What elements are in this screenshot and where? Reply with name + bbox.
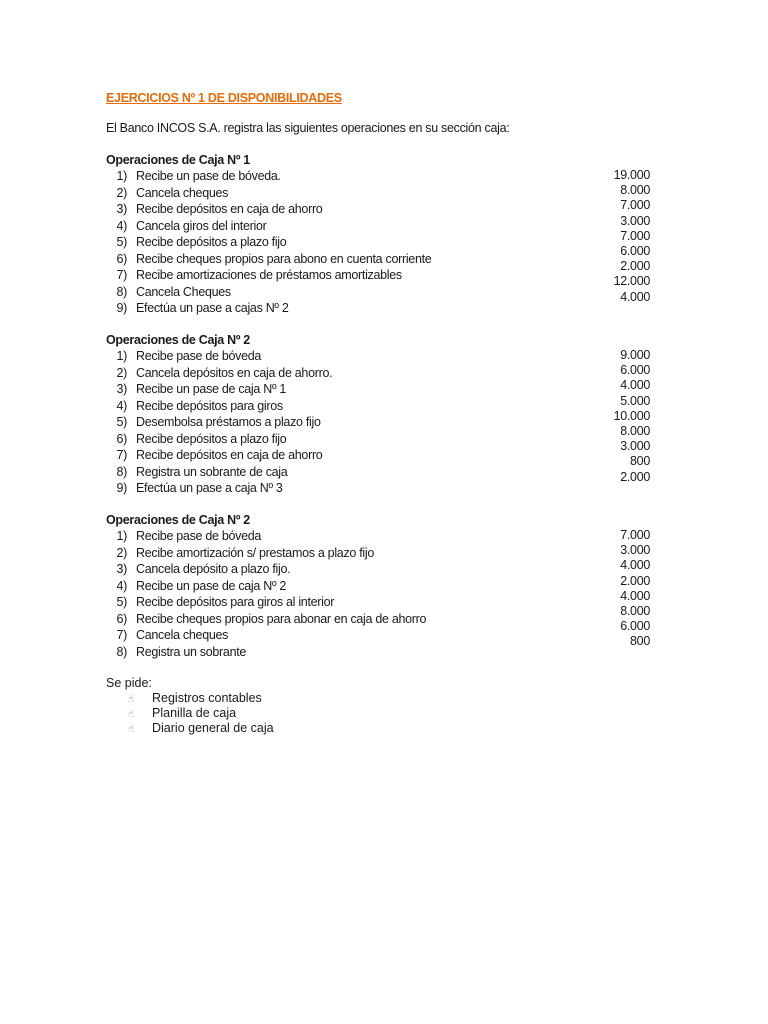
list-item	[106, 365, 506, 382]
list-item	[106, 578, 506, 595]
pointing-hand-icon: ☝	[128, 694, 135, 705]
list-item	[106, 431, 506, 448]
list-item	[106, 414, 506, 431]
request-list	[106, 691, 274, 737]
request-block	[106, 675, 274, 737]
item-text: Recibe pase de bóveda	[136, 349, 262, 363]
section-caja-3	[106, 512, 666, 659]
item-number: 3)	[116, 202, 127, 216]
amount-value: 4.000	[620, 289, 650, 304]
item-text: Cancela depósito a plazo fijo.	[136, 562, 291, 576]
item-text: Registra un sobrante de caja	[136, 464, 288, 479]
list-item	[106, 644, 506, 661]
item-number: 1)	[116, 529, 127, 543]
document-title: EJERCICIOS Nº 1 DE DISPONIBILIDADES	[106, 91, 342, 105]
item-number: 7)	[116, 448, 127, 462]
amount-value: 2.000	[620, 259, 650, 274]
item-text: Recibe amortización s/ prestamos a plazo fijo	[136, 545, 375, 560]
amount-value: 6.000	[620, 619, 650, 634]
item-text: Efectúa un pase a caja Nº 3	[136, 481, 283, 495]
request-item-text: Diario general de caja	[152, 721, 274, 736]
item-text: Desembolsa préstamos a plazo fijo	[136, 415, 321, 429]
list-item	[106, 381, 506, 398]
section-title: Operaciones de Caja Nº 2	[106, 513, 250, 527]
list-item	[106, 201, 506, 218]
item-text: Cancela giros del interior	[136, 218, 267, 233]
amount-value: 7.000	[620, 528, 650, 542]
list-item	[106, 447, 506, 464]
list-item	[106, 348, 506, 365]
item-number: 5)	[116, 595, 127, 609]
request-item	[106, 706, 274, 721]
list-item	[106, 234, 506, 251]
item-text: Cancela Cheques	[136, 284, 231, 299]
item-number: 5)	[116, 415, 127, 429]
item-text: Cancela cheques	[136, 185, 229, 200]
list-item	[106, 168, 506, 185]
amount-value: 4.000	[620, 378, 650, 393]
amount-value: 12.000	[613, 274, 650, 289]
amount-value: 800	[630, 454, 650, 469]
list-item	[106, 300, 506, 317]
amount-value: 800	[630, 634, 650, 649]
item-text: Registra un sobrante	[136, 644, 247, 659]
item-text: Recibe un pase de caja Nº 2	[136, 578, 287, 593]
list-item	[106, 528, 506, 545]
item-number: 4)	[116, 578, 127, 593]
list-item	[106, 398, 506, 415]
amount-value: 5.000	[620, 393, 650, 408]
pointing-hand-icon: ☝	[128, 724, 135, 736]
list-item	[106, 464, 506, 481]
item-number: 9)	[116, 301, 127, 315]
amounts-column	[570, 168, 650, 305]
list-item	[106, 594, 506, 611]
item-number: 8)	[116, 644, 127, 659]
item-text: Efectúa un pase a cajas Nº 2	[136, 301, 289, 315]
list-item	[106, 185, 506, 202]
item-text: Cancela depósitos en caja de ahorro.	[136, 365, 333, 380]
request-item	[106, 691, 274, 706]
amount-value: 9.000	[620, 348, 650, 362]
list-item	[106, 611, 506, 628]
list-item	[106, 251, 506, 268]
section-title: Operaciones de Caja Nº 2	[106, 333, 250, 347]
item-number: 2)	[116, 185, 127, 200]
list-item	[106, 267, 506, 284]
item-text: Recibe depósitos a plazo fijo	[136, 235, 287, 249]
amount-value: 8.000	[620, 423, 650, 438]
item-text: Recibe depósitos a plazo fijo	[136, 431, 287, 446]
item-number: 7)	[116, 268, 127, 282]
amount-value: 3.000	[620, 543, 650, 558]
item-number: 8)	[116, 464, 127, 479]
amount-value: 2.000	[620, 573, 650, 588]
amount-value: 7.000	[620, 198, 650, 213]
operations-list	[106, 168, 506, 317]
amount-value: 4.000	[620, 588, 650, 603]
item-number: 6)	[116, 251, 127, 266]
operations-list	[106, 348, 506, 497]
item-number: 9)	[116, 481, 127, 495]
amount-value: 8.000	[620, 183, 650, 198]
pointing-hand-icon: ☝	[128, 709, 135, 721]
amount-value: 19.000	[613, 168, 650, 182]
item-text: Recibe cheques propios para abono en cuenta corriente	[136, 251, 432, 266]
list-item	[106, 480, 506, 497]
request-label: Se pide:	[106, 676, 152, 690]
amount-value: 6.000	[620, 363, 650, 378]
list-item	[106, 284, 506, 301]
item-number: 2)	[116, 545, 127, 560]
section-caja-1	[106, 152, 666, 315]
item-text: Recibe depósitos para giros al interior	[136, 595, 335, 609]
item-number: 3)	[116, 562, 127, 576]
item-text: Recibe cheques propios para abonar en caja de ahorro	[136, 611, 427, 626]
list-item	[106, 545, 506, 562]
item-number: 4)	[116, 398, 127, 413]
amounts-column	[570, 348, 650, 485]
item-number: 7)	[116, 628, 127, 642]
item-text: Recibe depósitos en caja de ahorro	[136, 202, 323, 216]
item-number: 3)	[116, 382, 127, 396]
section-caja-2	[106, 332, 666, 495]
item-number: 4)	[116, 218, 127, 233]
section-title: Operaciones de Caja Nº 1	[106, 153, 250, 167]
request-item-text: Planilla de caja	[152, 706, 237, 721]
amount-value: 8.000	[620, 603, 650, 618]
amount-value: 3.000	[620, 213, 650, 228]
amount-value: 7.000	[620, 228, 650, 243]
item-text: Recibe pase de bóveda	[136, 529, 262, 543]
item-number: 2)	[116, 365, 127, 380]
item-text: Recibe un pase de caja Nº 1	[136, 382, 287, 396]
item-text: Recibe depósitos en caja de ahorro	[136, 448, 323, 462]
item-text: Recibe un pase de bóveda.	[136, 169, 281, 183]
operations-list	[106, 528, 506, 660]
item-number: 6)	[116, 611, 127, 626]
amount-value: 2.000	[620, 469, 650, 484]
item-text: Cancela cheques	[136, 628, 229, 642]
amounts-column	[570, 528, 650, 650]
item-number: 6)	[116, 431, 127, 446]
document-intro: El Banco INCOS S.A. registra las siguientes operaciones en su sección caja:	[106, 121, 510, 135]
request-item	[106, 721, 274, 736]
item-number: 1)	[116, 169, 127, 183]
item-text: Recibe amortizaciones de préstamos amortizables	[136, 268, 402, 282]
amount-value: 10.000	[613, 408, 650, 423]
list-item	[106, 627, 506, 644]
item-text: Recibe depósitos para giros	[136, 398, 283, 413]
item-number: 5)	[116, 235, 127, 249]
amount-value: 3.000	[620, 439, 650, 454]
amount-value: 6.000	[620, 243, 650, 258]
item-number: 1)	[116, 349, 127, 363]
list-item	[106, 218, 506, 235]
request-item-text: Registros contables	[152, 691, 262, 705]
item-number: 8)	[116, 284, 127, 299]
list-item	[106, 561, 506, 578]
amount-value: 4.000	[620, 558, 650, 573]
